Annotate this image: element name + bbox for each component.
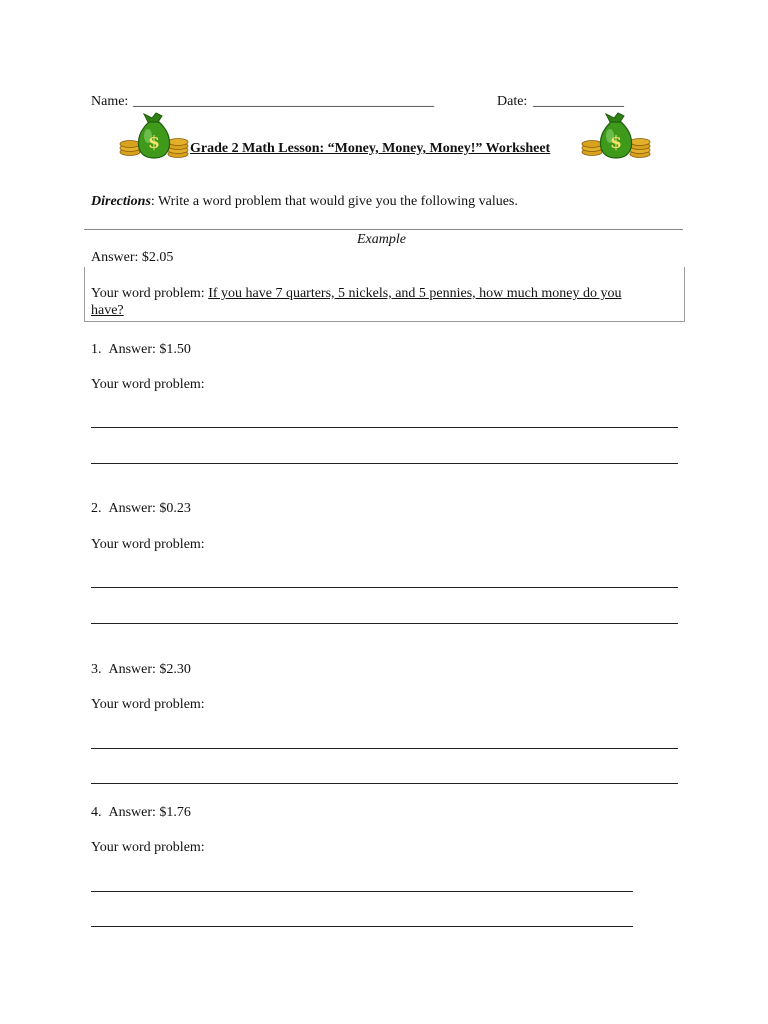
directions: [91, 194, 518, 210]
problem-4-answer: [91, 805, 191, 821]
name-label: Name:: [91, 94, 129, 109]
problem-answer: Answer: $2.30: [108, 662, 191, 677]
answer-line[interactable]: [91, 623, 678, 624]
problem-number: 3.: [91, 662, 102, 677]
problem-number: 2.: [91, 501, 102, 516]
answer-line[interactable]: [91, 926, 633, 927]
worksheet-title: Grade 2 Math Lesson: “Money, Money, Money!” Worksheet: [190, 141, 551, 156]
svg-text:$: $: [610, 133, 622, 153]
example-problem-label: Your word problem:: [91, 286, 209, 301]
answer-line[interactable]: [91, 587, 678, 588]
date-label: Date:: [497, 94, 528, 109]
money-bag-icon: [580, 112, 652, 160]
date-field[interactable]: _____________: [533, 94, 624, 109]
money-bag-icon: [118, 112, 190, 160]
directions-text: : Write a word problem that would give you the following values.: [150, 194, 518, 209]
problem-answer: Answer: $1.50: [108, 342, 191, 357]
problem-4-prompt: Your word problem:: [91, 840, 205, 855]
answer-line[interactable]: [91, 427, 678, 428]
example-answer: Answer: $2.05: [91, 250, 174, 265]
example-heading: Example: [357, 232, 406, 247]
answer-line[interactable]: [91, 783, 678, 784]
problem-3-prompt: Your word problem:: [91, 697, 205, 712]
problem-answer: Answer: $1.76: [108, 805, 191, 820]
example-problem-line1: [91, 286, 622, 302]
problem-1-prompt: Your word problem:: [91, 377, 205, 392]
example-problem-text: If you have 7 quarters, 5 nickels, and 5 pennies, how much money do you: [208, 286, 622, 301]
problem-number: 1.: [91, 342, 102, 357]
problem-3-answer: [91, 662, 191, 678]
answer-line[interactable]: [91, 891, 633, 892]
problem-2-answer: [91, 501, 191, 517]
answer-line[interactable]: [91, 748, 678, 749]
example-divider: [84, 229, 683, 230]
problem-2-prompt: Your word problem:: [91, 537, 205, 552]
directions-label: Directions: [91, 194, 151, 209]
problem-answer: Answer: $0.23: [108, 501, 191, 516]
problem-1-answer: [91, 342, 191, 358]
answer-line[interactable]: [91, 463, 678, 464]
svg-text:$: $: [148, 133, 160, 153]
name-field[interactable]: ___________________________________________: [133, 94, 434, 109]
example-problem-line2: have?: [91, 303, 124, 318]
problem-number: 4.: [91, 805, 102, 820]
